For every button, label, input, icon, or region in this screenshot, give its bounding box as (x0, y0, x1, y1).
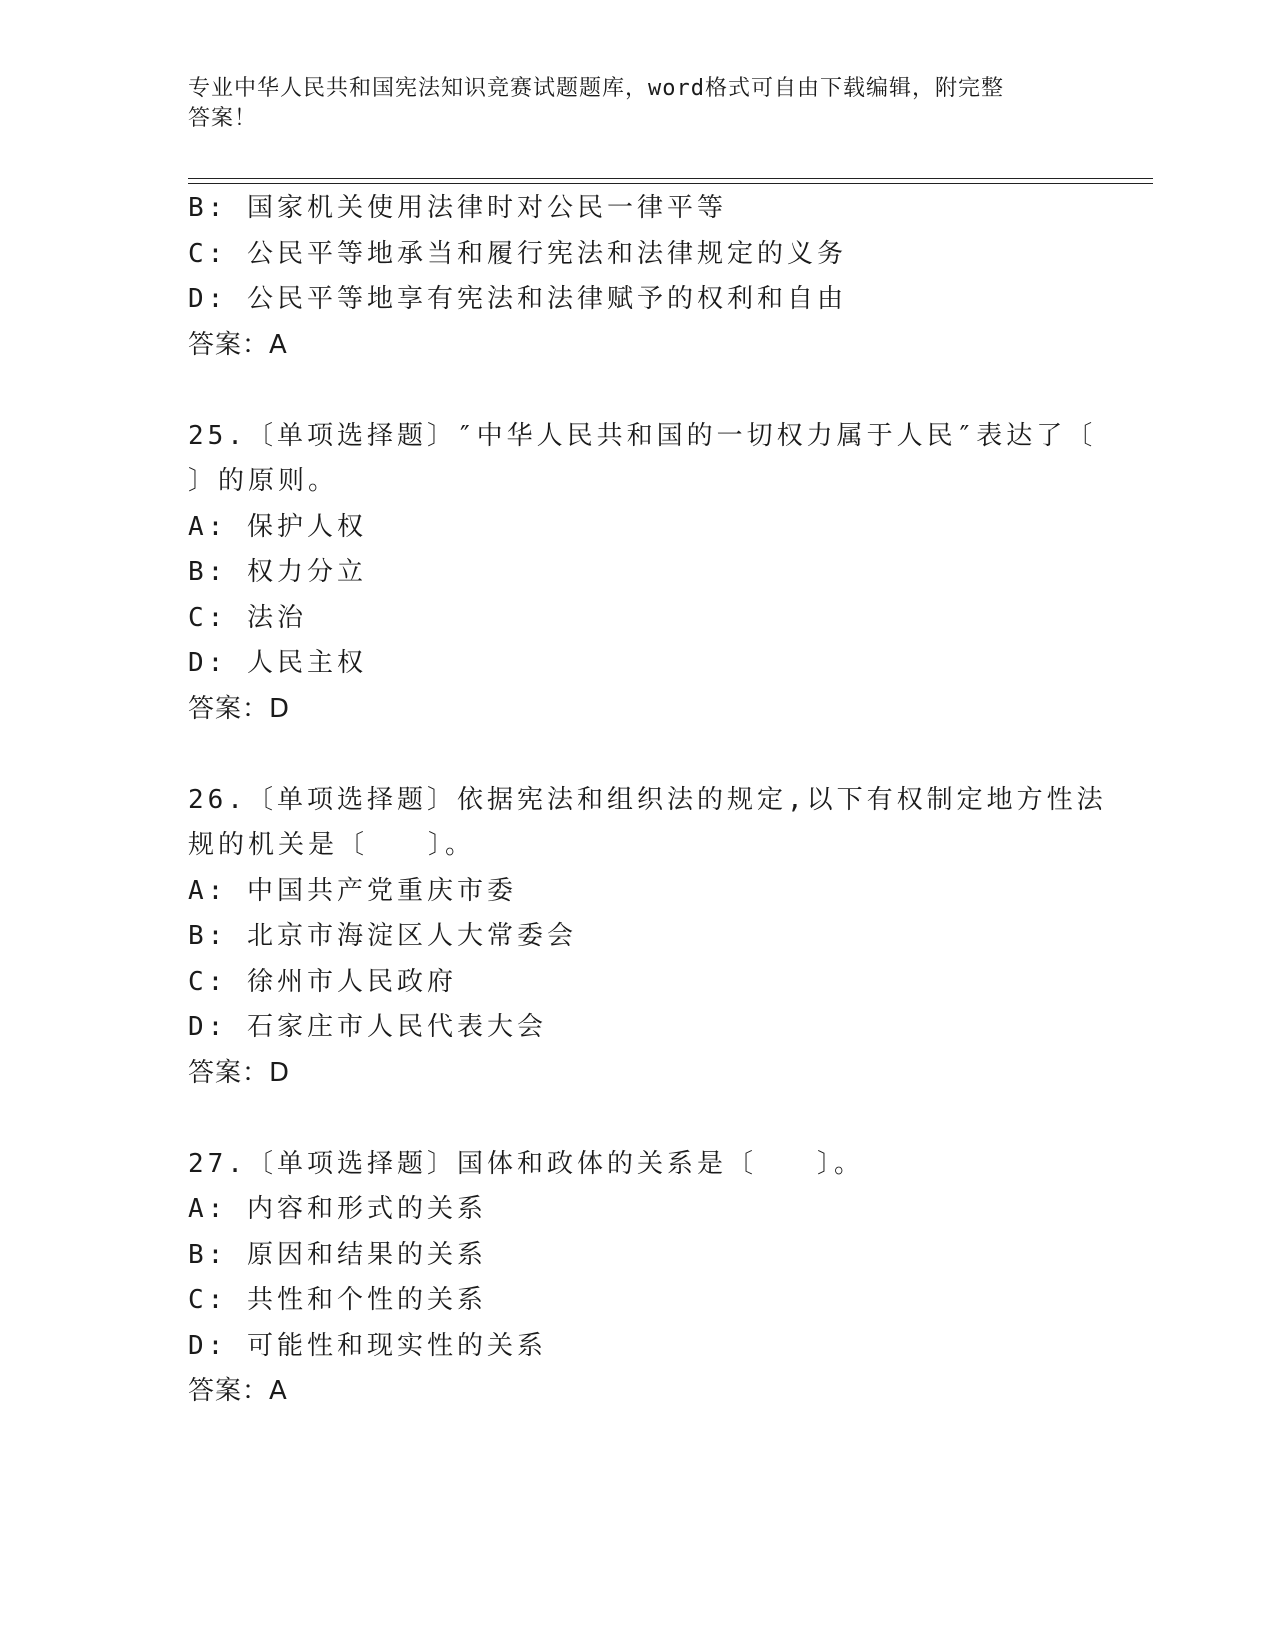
question-stem-line-2: 〕的原则。 (188, 466, 339, 496)
question-stem-line-1: 27.〔单项选择题〕国体和政体的关系是〔 〕。 (188, 1148, 864, 1179)
question-block-26 (188, 778, 1107, 1097)
question-list (188, 186, 1107, 1415)
answer: 答案：A (188, 329, 288, 360)
option-c: C: 共性和个性的关系 (188, 1285, 487, 1315)
answer: 答案：A (188, 1376, 288, 1406)
spacer (188, 1096, 1088, 1142)
option-c: C: 法治 (188, 602, 307, 633)
header-note (188, 74, 1068, 134)
option-b: B: 权力分立 (188, 557, 367, 587)
option-c: C: 公民平等地承当和履行宪法和法律规定的义务 (188, 238, 847, 269)
header-line-2: 答案！ (188, 106, 258, 131)
spacer (188, 732, 1088, 778)
answer: 答案：D (188, 1057, 291, 1088)
question-stem-line-1: 26.〔单项选择题〕依据宪法和组织法的规定,以下有权制定地方性法 (188, 784, 1107, 815)
option-b: B: 国家机关使用法律时对公民一律平等 (188, 193, 727, 223)
header-line-1: 专业中华人民共和国宪法知识竞赛试题题库，word格式可自由下载编辑，附完整 (188, 76, 1004, 101)
option-a: A: 保护人权 (188, 511, 367, 542)
answer: 答案：D (188, 693, 291, 724)
question-stem-line-1: 25.〔单项选择题〕″中华人民共和国的一切权力属于人民″表达了〔 (188, 420, 1097, 451)
option-d: D: 可能性和现实性的关系 (188, 1330, 547, 1361)
option-a: A: 内容和形式的关系 (188, 1194, 487, 1224)
question-block-25 (188, 414, 1097, 733)
question-stem-line-2: 规的机关是〔 〕。 (188, 830, 476, 860)
option-a: A: 中国共产党重庆市委 (188, 875, 517, 906)
header-rule-top (188, 178, 1153, 179)
option-c: C: 徐州市人民政府 (188, 966, 457, 997)
spacer (188, 368, 1088, 414)
option-b: B: 原因和结果的关系 (188, 1239, 487, 1270)
question-block-27 (188, 1142, 1088, 1415)
option-d: D: 公民平等地享有宪法和法律赋予的权利和自由 (188, 284, 847, 314)
option-d: D: 石家庄市人民代表大会 (188, 1012, 547, 1042)
question-block-prev (188, 186, 1088, 368)
option-d: D: 人民主权 (188, 648, 367, 678)
header-rule-bottom (188, 183, 1153, 184)
option-b: B: 北京市海淀区人大常委会 (188, 921, 577, 951)
